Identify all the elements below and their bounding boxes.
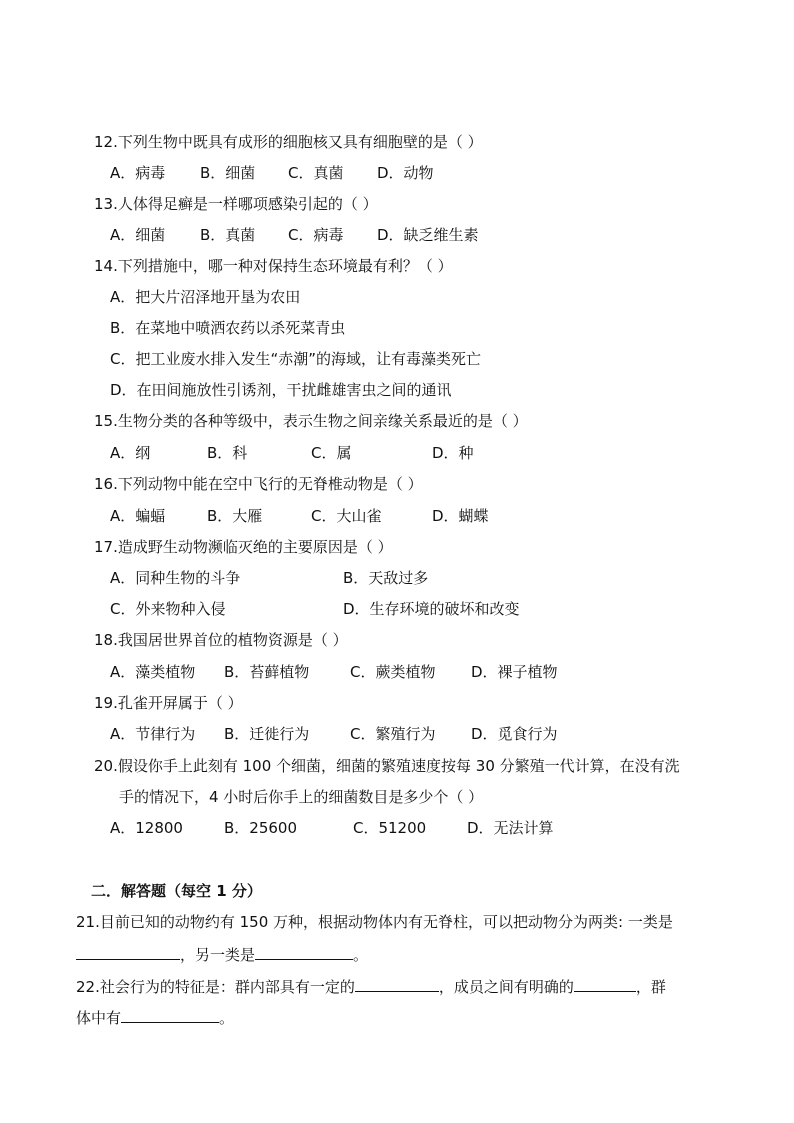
question-22-line2 <box>76 1006 234 1028</box>
option-d[interactable]: D．在田间施放性引诱剂，干扰雌雄害虫之间的通讯 <box>110 381 452 399</box>
option-c[interactable]: C．51200 <box>353 819 427 837</box>
option-d[interactable]: D．觅食行为 <box>471 725 558 743</box>
question-20-stem: 20.假设你手上此刻有 100 个细菌，细菌的繁殖速度按每 30 分繁殖一代计算，在没有洗 <box>94 757 680 775</box>
question-21-text: ，另一类是 <box>180 946 256 964</box>
option-b[interactable]: B．天敌过多 <box>343 569 429 587</box>
section-2-heading: 二．解答题（每空 1 分） <box>91 882 262 900</box>
question-22-text: ，成员之间有明确的 <box>438 978 574 996</box>
option-b[interactable]: B．细菌 <box>200 164 256 182</box>
option-d[interactable]: D．无法计算 <box>467 819 554 837</box>
question-22-text: ，群 <box>635 978 666 996</box>
question-22-text: 。 <box>219 1009 235 1027</box>
option-a[interactable]: A．节律行为 <box>110 725 196 743</box>
question-16-stem: 16.下列动物中能在空中飞行的无脊椎动物是（ ） <box>94 475 423 493</box>
question-13-stem: 13.人体得足癣是一样哪项感染引起的（ ） <box>94 195 378 213</box>
option-b[interactable]: B．真菌 <box>200 226 256 244</box>
question-21-text: 。 <box>353 946 369 964</box>
question-19-stem: 19.孔雀开屏属于（ ） <box>94 694 243 712</box>
answer-blank[interactable] <box>355 975 439 992</box>
option-c[interactable]: C．病毒 <box>288 226 344 244</box>
option-a[interactable]: A．细菌 <box>110 226 166 244</box>
option-c[interactable]: C．属 <box>311 444 352 462</box>
option-b[interactable]: B．在菜地中喷洒农药以杀死菜青虫 <box>110 319 346 337</box>
option-a[interactable]: A．病毒 <box>110 164 166 182</box>
option-b[interactable]: B．科 <box>207 444 248 462</box>
option-b[interactable]: B．苔藓植物 <box>224 663 310 681</box>
answer-blank[interactable] <box>76 943 180 960</box>
option-b[interactable]: B．大雁 <box>207 507 263 525</box>
option-a[interactable]: A．纲 <box>110 444 151 462</box>
option-d[interactable]: D．缺乏维生素 <box>377 226 479 244</box>
option-d[interactable]: D．生存环境的破坏和改变 <box>343 600 520 618</box>
option-c[interactable]: C．外来物种入侵 <box>110 600 226 618</box>
option-a[interactable]: A．同种生物的斗争 <box>110 569 241 587</box>
option-a[interactable]: A．蝙蝠 <box>110 507 166 525</box>
answer-blank[interactable] <box>574 975 636 992</box>
option-d[interactable]: D．动物 <box>377 164 434 182</box>
option-c[interactable]: C．大山雀 <box>311 507 382 525</box>
question-22-text: 22.社会行为的特征是：群内部具有一定的 <box>76 978 355 996</box>
option-c[interactable]: C．蕨类植物 <box>350 663 436 681</box>
question-14-stem: 14.下列措施中，哪一种对保持生态环境最有利？（ ） <box>94 257 453 275</box>
question-22-text: 体中有 <box>76 1009 122 1027</box>
option-d[interactable]: D．种 <box>432 444 474 462</box>
question-18-stem: 18.我国居世界首位的植物资源是（ ） <box>94 631 348 649</box>
option-c[interactable]: C．真菌 <box>288 164 344 182</box>
question-17-stem: 17.造成野生动物濒临灭绝的主要原因是（ ） <box>94 538 393 556</box>
question-20-stem-continued: 手的情况下，4 小时后你手上的细菌数目是多少个（ ） <box>119 788 484 806</box>
option-a[interactable]: A．把大片沼泽地开垦为农田 <box>110 288 301 306</box>
option-a[interactable]: A．12800 <box>110 819 183 837</box>
option-c[interactable]: C．繁殖行为 <box>350 725 436 743</box>
option-d[interactable]: D．蝴蝶 <box>432 507 489 525</box>
question-21-line2 <box>76 943 368 965</box>
answer-blank[interactable] <box>255 943 353 960</box>
option-c[interactable]: C．把工业废水排入发生“赤潮”的海域，让有毒藻类死亡 <box>110 350 482 368</box>
answer-blank[interactable] <box>121 1006 219 1023</box>
question-21-line1: 21.目前已知的动物约有 150 万种，根据动物体内有无脊柱，可以把动物分为两类: 一类是 <box>76 913 673 931</box>
option-b[interactable]: B．25600 <box>224 819 298 837</box>
question-12-stem: 12.下列生物中既具有成形的细胞核又具有细胞壁的是（ ） <box>94 133 483 151</box>
question-15-stem: 15.生物分类的各种等级中，表示生物之间亲缘关系最近的是（ ） <box>94 412 528 430</box>
question-22-line1 <box>76 975 666 997</box>
option-b[interactable]: B．迁徙行为 <box>224 725 310 743</box>
option-a[interactable]: A．藻类植物 <box>110 663 196 681</box>
option-d[interactable]: D．裸子植物 <box>471 663 558 681</box>
